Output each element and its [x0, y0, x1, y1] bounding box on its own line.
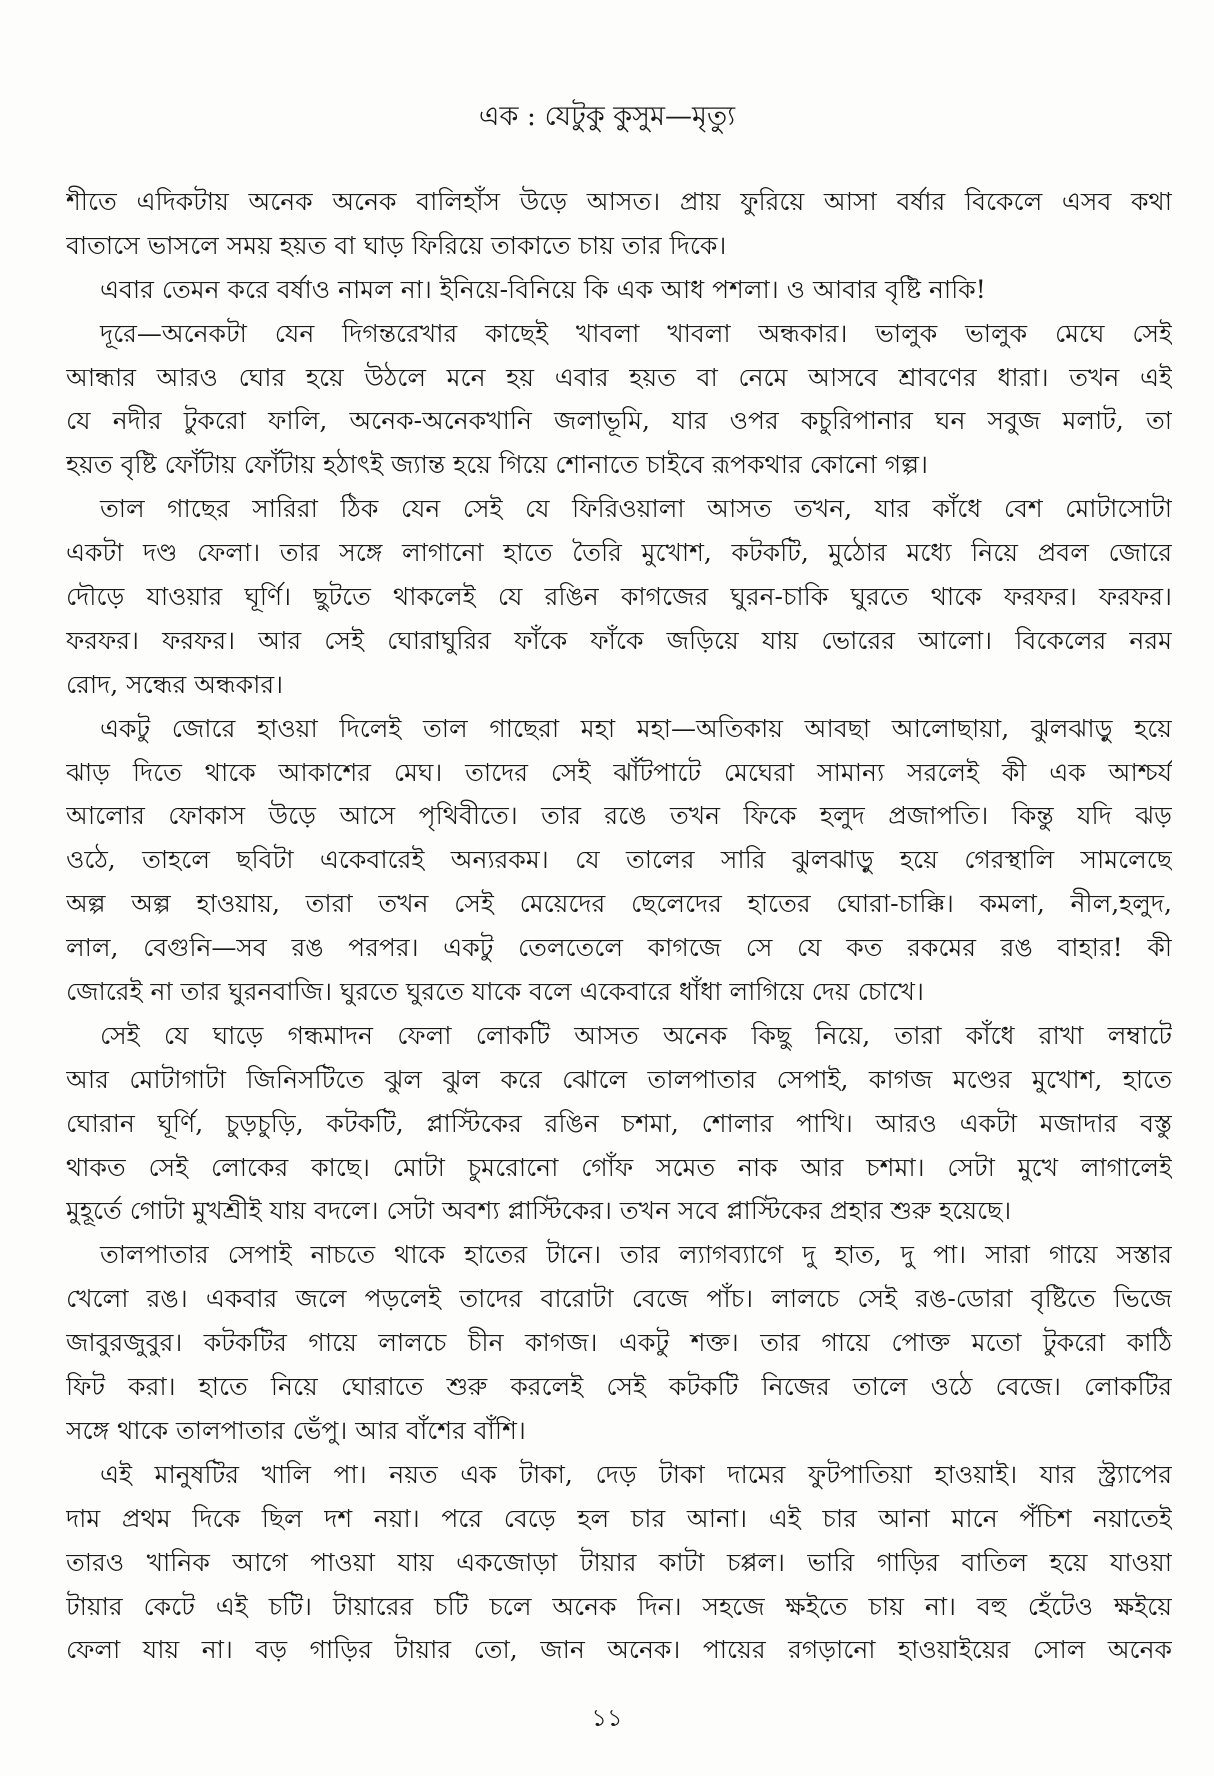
text-line: ঘোরান ঘূর্ণি, চুড়চুড়ি, কটকটি, প্লাস্টিকের রঙিন চশমা, শোলার পাখি। আরও একটা মজাদার বস্তু	[66, 1108, 1172, 1138]
text-line: সেই যে ঘাড়ে গন্ধমাদন ফেলা লোকটি আসত অনেক কিছু নিয়ে, তারা কাঁধে রাখা লম্বাটে	[100, 1020, 1172, 1050]
paragraph	[66, 268, 1172, 312]
text-line: একটা দণ্ড ফেলা। তার সঙ্গে লাগানো হাতে তৈরি মুখোশ, কটকটি, মুঠোর মধ্যে নিয়ে প্রবল জোরে	[66, 538, 1172, 568]
text-line: শীতে এদিকটায় অনেক অনেক বালিহাঁস উড়ে আসত। প্রায় ফুরিয়ে আসা বর্ষার বিকেলে এসব কথা	[66, 187, 1172, 216]
text-line: সঙ্গে থাকে তালপাতার ভেঁপু। আর বাঁশের বাঁশি।	[66, 1415, 526, 1445]
paragraph	[66, 487, 1172, 706]
text-line: এবার তেমন করে বর্ষাও নামল না। ইনিয়ে-বিনিয়ে কি এক আধ পশলা। ও আবার বৃষ্টি নাকি!	[100, 274, 986, 304]
text-line: দাম প্রথম দিকে ছিল দশ নয়া। পরে বেড়ে হল চার আনা। এই চার আনা মানে পঁচিশ নয়াতেই	[66, 1503, 1172, 1533]
page-number: ১১	[591, 1704, 623, 1732]
text-line: ফরফর। ফরফর। আর সেই ঘোরাঘুরির ফাঁকে ফাঁকে জড়িয়ে যায় ভোরের আলো। বিকেলের নরম	[66, 625, 1172, 655]
paragraph	[66, 180, 1172, 268]
text-line: টায়ার কেটে এই চটি। টায়ারের চটি চলে অনেক দিন। সহজে ক্ষইতে চায় না। বহু হেঁটেও ক্ষইয়ে	[66, 1591, 1172, 1621]
text-line: ফেলা যায় না। বড় গাড়ির টায়ার তো, জান অনেক। পায়ের রগড়ানো হাওয়াইয়ের সোল অনেক	[66, 1635, 1172, 1665]
chapter-title: এক : যেটুকু কুসুম—মৃত্যু	[478, 101, 736, 132]
text-line: একটু জোরে হাওয়া দিলেই তাল গাছেরা মহা মহা—অতিকায় আবছা আলোছায়া, ঝুলঝাড়ু হয়ে	[100, 713, 1172, 743]
text-line: মুহূর্তে গোটা মুখশ্রীই যায় বদলে। সেটা অবশ্য প্লাস্টিকের। তখন সবে প্লাস্টিকের প্রহার শুরু হয়েছে।	[66, 1196, 1012, 1226]
paragraph	[66, 312, 1172, 488]
text-line: লাল, বেগুনি—সব রঙ পরপর। একটু তেলতেলে কাগজে সে যে কত রকমের রঙ বাহার! কী	[66, 933, 1172, 963]
text-line: তারও খানিক আগে পাওয়া যায় একজোড়া টায়ার কাটা চপ্পল। ভারি গাড়ির বাতিল হয়ে যাওয়া	[66, 1547, 1172, 1577]
text-line: জোরেই না তার ঘুরনবাজি। ঘুরতে ঘুরতে যাকে বলে একেবারে ধাঁধা লাগিয়ে দেয় চোখে।	[66, 977, 924, 1007]
text-line: আলোর ফোকাস উড়ে আসে পৃথিবীতে। তার রঙে তখন ফিকে হলুদ প্রজাপতি। কিন্তু যদি ঝড়	[66, 801, 1172, 831]
paragraph	[66, 1014, 1172, 1233]
text-line: এই মানুষটির খালি পা। নয়ত এক টাকা, দেড় টাকা দামের ফুটপাতিয়া হাওয়াই। যার স্ট্র্যাপের	[100, 1459, 1172, 1489]
paragraph	[66, 707, 1172, 1014]
text-line: দৌড়ে যাওয়ার ঘূর্ণি। ছুটতে থাকলেই যে রঙিন কাগজের ঘুরন-চাকি ঘুরতে থাকে ফরফর। ফরফর।	[66, 582, 1172, 612]
text-line: তাল গাছের সারিরা ঠিক যেন সেই যে ফিরিওয়ালা আসত তখন, যার কাঁধে বেশ মোটাসোটা	[100, 494, 1172, 524]
text-line: ফিট করা। হাতে নিয়ে ঘোরাতে শুরু করলেই সেই কটকটি নিজের তালে ওঠে বেজে। লোকটির	[66, 1372, 1172, 1402]
text-line: খেলো রঙ। একবার জলে পড়লেই তাদের বারোটা বেজে পাঁচ। লালচে সেই রঙ-ডোরা বৃষ্টিতে ভিজে	[66, 1284, 1172, 1314]
text-line: আর মোটাগাটা জিনিসটিতে ঝুল ঝুল করে ঝোলে তালপাতার সেপাই, কাগজ মণ্ডের মুখোশ, হাতে	[66, 1064, 1172, 1094]
body-text	[66, 180, 1172, 1672]
text-line: বাতাসে ভাসলে সময় হয়ত বা ঘাড় ফিরিয়ে তাকাতে চায় তার দিকে।	[66, 230, 727, 260]
text-line: রোদ, সন্ধের অন্ধকার।	[66, 669, 284, 699]
text-line: অল্প অল্প হাওয়ায়, তারা তখন সেই মেয়েদের ছেলেদের হাতের ঘোরা-চাক্কি। কমলা, নীল,হলুদ,	[66, 889, 1172, 919]
text-line: তালপাতার সেপাই নাচতে থাকে হাতের টানে। তার ল্যাগব্যাগে দু হাত, দু পা। সারা গায়ে সস্তার	[100, 1240, 1172, 1270]
text-line: ঝাড় দিতে থাকে আকাশের মেঘ। তাদের সেই ঝাঁটপাটে মেঘেরা সামান্য সরলেই কী এক আশ্চর্য	[66, 757, 1172, 787]
text-line: যে নদীর টুকরো ফালি, অনেক-অনেকখানি জলাভূমি, যার ওপর কচুরিপানার ঘন সবুজ মলাট, তা	[66, 406, 1172, 436]
text-line: ওঠে, তাহলে ছবিটা একেবারেই অন্যরকম। যে তালের সারি ঝুলঝাড়ু হয়ে গেরস্থালি সামলেছে	[66, 845, 1172, 875]
text-line: আন্ধার আরও ঘোর হয়ে উঠলে মনে হয় এবার হয়ত বা নেমে আসবে শ্রাবণের ধারা। তখন এই	[66, 362, 1172, 392]
text-line: জাবুরজুবুর। কটকটির গায়ে লালচে চীন কাগজ। একটু শক্ত। তার গায়ে পোক্ত মতো টুকরো কাঠি	[66, 1328, 1172, 1358]
text-line: দূরে—অনেকটা যেন দিগন্তরেখার কাছেই খাবলা খাবলা অন্ধকার। ভালুক ভালুক মেঘে সেই	[100, 318, 1172, 348]
paragraph	[66, 1453, 1172, 1672]
text-line: থাকত সেই লোকের কাছে। মোটা চুমরোনো গোঁফ সমেত নাক আর চশমা। সেটা মুখে লাগালেই	[66, 1152, 1172, 1182]
paragraph	[66, 1233, 1172, 1452]
text-line: হয়ত বৃষ্টি ফোঁটায় ফোঁটায় হঠাৎই জ্যান্ত হয়ে গিয়ে শোনাতে চাইবে রূপকথার কোনো গল্প।	[66, 450, 928, 480]
